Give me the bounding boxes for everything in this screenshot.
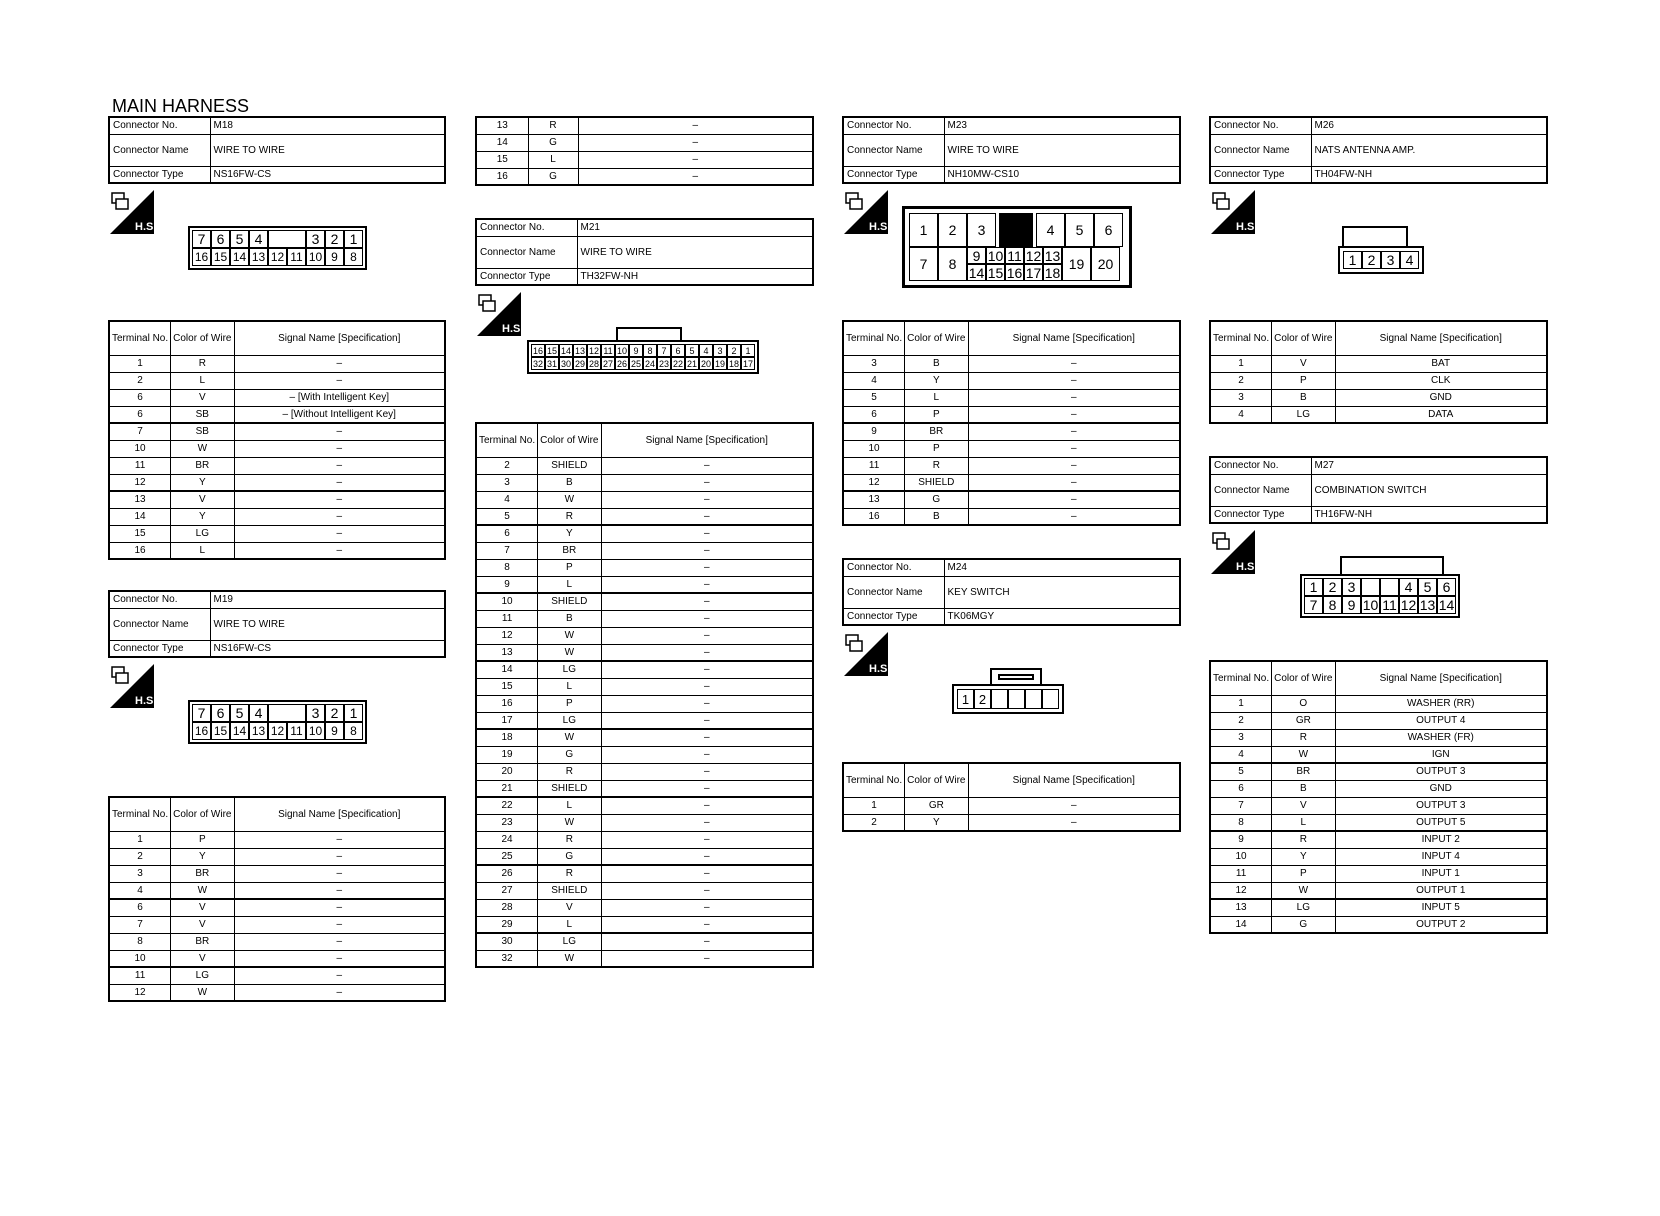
m27-latch bbox=[1340, 556, 1444, 576]
m27-info: Connector No. M27 Connector Name COMBINATION SWITCH Connector Type TH16FW-NH bbox=[1209, 456, 1548, 524]
pin: 10 bbox=[616, 346, 627, 356]
pin: 5 bbox=[1418, 578, 1437, 596]
table-row: 4 LG DATA bbox=[1210, 406, 1547, 423]
table-row: 14 G – bbox=[476, 134, 813, 151]
pin: 14 bbox=[560, 346, 571, 356]
pin: 16 bbox=[1006, 265, 1023, 281]
table-row: 5 L – bbox=[843, 389, 1180, 406]
pin: 11 bbox=[287, 248, 306, 266]
table-row: 10 SHIELD – bbox=[476, 593, 813, 610]
pin: 1 bbox=[741, 344, 755, 357]
table-row: 11 P INPUT 1 bbox=[1210, 865, 1547, 882]
table-row: 8 L OUTPUT 5 bbox=[1210, 814, 1547, 831]
pin bbox=[991, 689, 1008, 709]
pin: 4 bbox=[249, 230, 268, 248]
table-row: 21 SHIELD – bbox=[476, 780, 813, 797]
pin: 7 bbox=[192, 704, 211, 722]
pin: 11 bbox=[287, 722, 306, 740]
pin: 8 bbox=[1323, 596, 1342, 614]
pin: 15 bbox=[987, 265, 1004, 281]
pin: 1 bbox=[344, 704, 363, 722]
table-row: 9 BR – bbox=[843, 423, 1180, 440]
pin: 31 bbox=[546, 359, 557, 369]
pin: 14 bbox=[1438, 597, 1455, 613]
table-row: 2 GR OUTPUT 4 bbox=[1210, 712, 1547, 729]
m18-info: Connector No. M18 Connector Name WIRE TO WIRE Connector Type NS16FW-CS bbox=[108, 116, 446, 184]
m26-connector-diagram bbox=[1338, 246, 1424, 274]
pin: 5 bbox=[230, 704, 249, 722]
table-row: 25 G – bbox=[476, 848, 813, 865]
table-row: 13 V – bbox=[109, 491, 445, 508]
m24-terminal-table: Terminal No. Color of Wire Signal Name [Specification] 1 GR – 2 Y – bbox=[842, 762, 1181, 832]
pin: 27 bbox=[602, 359, 613, 369]
pin: 3 bbox=[1381, 251, 1400, 269]
pin bbox=[268, 230, 306, 248]
table-row: 18 W – bbox=[476, 729, 813, 746]
m21-terminal-table: Terminal No. Color of Wire Signal Name [Specification] 2 SHIELD – 3 B – 4 W – 5 R – 6 Y – 7 BR – 8 P – 9 L – 10 SHIELD – 11 B – 12 W – 13 W – 14 LG – 15 L – 16 P – 17 LG – 18 W – 19 G – 20 R – 21 SHIELD – 22 L – 23 W – 24 R – 25 G – 26 R – 27 SHIELD – 28 V – 29 L – 30 LG – 32 W – bbox=[475, 422, 814, 968]
table-row: 16 L – bbox=[109, 542, 445, 559]
m26-info: Connector No. M26 Connector Name NATS ANTENNA AMP. Connector Type TH04FW-NH bbox=[1209, 116, 1548, 184]
table-row: 1 P – bbox=[109, 831, 445, 848]
pin: 10 bbox=[306, 248, 325, 266]
table-row: 27 SHIELD – bbox=[476, 882, 813, 899]
pin: 14 bbox=[230, 248, 249, 266]
pin: 7 bbox=[192, 230, 211, 248]
table-row: 10 P – bbox=[843, 440, 1180, 457]
pin: 3 bbox=[306, 230, 325, 248]
pin: 10 bbox=[306, 722, 325, 740]
pin: 12 bbox=[268, 722, 287, 740]
table-row: 17 LG – bbox=[476, 712, 813, 729]
table-row: 10 Y INPUT 4 bbox=[1210, 848, 1547, 865]
m27-terminal-table: Terminal No. Color of Wire Signal Name [Specification] 1 O WASHER (RR) 2 GR OUTPUT 4 3 R WASHER (FR) 4 W IGN 5 BR OUTPUT 3 6 B GND 7 V OUTPUT 3 8 L OUTPUT 5 9 R INPUT 2 10 Y INPUT 4 11 P INPUT 1 12 W OUTPUT 1 13 LG INPUT 5 14 G OUTPUT 2 bbox=[1209, 660, 1548, 934]
hs-icon bbox=[110, 190, 157, 234]
table-row: 16 P – bbox=[476, 695, 813, 712]
pin: 4 bbox=[1399, 578, 1418, 596]
table-row: 5 R – bbox=[476, 508, 813, 525]
pin: 2 bbox=[727, 344, 741, 357]
hs-label: H.S. bbox=[502, 323, 524, 335]
table-row: 9 R INPUT 2 bbox=[1210, 831, 1547, 848]
pin: 2 bbox=[938, 213, 967, 247]
pin: 6 bbox=[211, 704, 230, 722]
table-row: 2 SHIELD – bbox=[476, 457, 813, 474]
pin: 18 bbox=[1044, 265, 1061, 281]
table-row: 15 L – bbox=[476, 151, 813, 168]
pin: 26 bbox=[616, 359, 627, 369]
table-row: 12 Y – bbox=[109, 474, 445, 491]
table-row: 19 G – bbox=[476, 746, 813, 763]
m18-continued-table bbox=[475, 116, 814, 186]
table-row: 13 LG INPUT 5 bbox=[1210, 899, 1547, 916]
table-row: 1 R – bbox=[109, 355, 445, 372]
pin: 3 bbox=[306, 704, 325, 722]
table-row: 3 B – bbox=[843, 355, 1180, 372]
pin: 3 bbox=[1342, 578, 1361, 596]
table-row: 2 P CLK bbox=[1210, 372, 1547, 389]
table-row: 4 W – bbox=[476, 491, 813, 508]
hs-label: H.S. bbox=[869, 221, 891, 233]
table-row: 11 B – bbox=[476, 610, 813, 627]
m18-terminal-table: Terminal No. Color of Wire Signal Name [Specification] 1 R – 2 L – 6 V – [With Intelligent Key] 6 SB – [Without Intelligent Key] 7 SB – 10 W – 11 BR – 12 Y – 13 V – 14 Y – 15 LG – 16 L – bbox=[108, 320, 446, 560]
pin: 16 bbox=[532, 346, 543, 356]
pin: 1 bbox=[1343, 251, 1362, 269]
pin: 29 bbox=[574, 359, 585, 369]
pin: 15 bbox=[211, 248, 230, 266]
pin: 18 bbox=[728, 359, 739, 369]
table-row: 14 G OUTPUT 2 bbox=[1210, 916, 1547, 933]
pin: 7 bbox=[657, 344, 671, 357]
table-row: 1 GR – bbox=[843, 797, 1180, 814]
m26-latch bbox=[1342, 226, 1408, 248]
m23-info: Connector No. M23 Connector Name WIRE TO WIRE Connector Type NH10MW-CS10 bbox=[842, 116, 1181, 184]
table-row: 8 BR – bbox=[109, 933, 445, 950]
table-row: 1 V BAT bbox=[1210, 355, 1547, 372]
pin bbox=[1042, 689, 1059, 709]
m26-terminal-table: Terminal No. Color of Wire Signal Name [Specification] 1 V BAT 2 P CLK 3 B GND 4 LG DATA bbox=[1209, 320, 1548, 424]
pin: 8 bbox=[938, 247, 967, 281]
pin bbox=[1380, 578, 1399, 596]
table-row: 7 V OUTPUT 3 bbox=[1210, 797, 1547, 814]
pin: 9 bbox=[1342, 596, 1361, 614]
pin: 22 bbox=[672, 359, 683, 369]
m23-terminal-table: Terminal No. Color of Wire Signal Name [Specification] 3 B – 4 Y – 5 L – 6 P – 9 BR – 10 P – 11 R – 12 SHIELD – 13 G – 16 B – bbox=[842, 320, 1181, 526]
table-row: 9 L – bbox=[476, 576, 813, 593]
m24-info: Connector No. M24 Connector Name KEY SWITCH Connector Type TK06MGY bbox=[842, 558, 1181, 626]
m21-connector-diagram bbox=[527, 340, 759, 374]
table-row: 24 R – bbox=[476, 831, 813, 848]
hs-icon bbox=[844, 190, 891, 234]
pin: 13 bbox=[1044, 248, 1061, 264]
pin: 9 bbox=[629, 344, 643, 357]
table-row: 22 L – bbox=[476, 797, 813, 814]
pin: 12 bbox=[268, 248, 287, 266]
pin: 20 bbox=[1091, 247, 1120, 281]
m27-connector-diagram bbox=[1300, 574, 1460, 618]
table-row: 23 W – bbox=[476, 814, 813, 831]
pin: 12 bbox=[1025, 248, 1042, 264]
pin: 9 bbox=[967, 247, 986, 264]
table-row: 7 SB – bbox=[109, 423, 445, 440]
pin: 6 bbox=[211, 230, 230, 248]
table-row: 10 V – bbox=[109, 950, 445, 967]
hs-icon bbox=[1211, 530, 1258, 574]
pin: 8 bbox=[643, 344, 657, 357]
table-row: 28 V – bbox=[476, 899, 813, 916]
table-row: 13 R – bbox=[476, 117, 813, 134]
m19-connector-diagram bbox=[188, 700, 367, 744]
pin: 19 bbox=[714, 359, 725, 369]
pin: 32 bbox=[532, 359, 543, 369]
pin: 8 bbox=[344, 248, 363, 266]
m18-connector-diagram bbox=[188, 226, 367, 270]
table-row: 3 B – bbox=[476, 474, 813, 491]
table-row: 6 P – bbox=[843, 406, 1180, 423]
pin: 15 bbox=[211, 722, 230, 740]
table-row: 13 W – bbox=[476, 644, 813, 661]
pin: 21 bbox=[686, 359, 697, 369]
pin: 10 bbox=[987, 248, 1004, 264]
table-row: 12 W – bbox=[476, 627, 813, 644]
table-row: 8 P – bbox=[476, 559, 813, 576]
pin: 1 bbox=[344, 230, 363, 248]
table-row: 7 BR – bbox=[476, 542, 813, 559]
hs-label: H.S. bbox=[1236, 221, 1258, 233]
pin: 2 bbox=[325, 704, 344, 722]
hs-icon bbox=[110, 664, 157, 708]
pin: 9 bbox=[325, 722, 344, 740]
table-row: 7 V – bbox=[109, 916, 445, 933]
hs-icon bbox=[1211, 190, 1258, 234]
pin: 1 bbox=[909, 213, 938, 247]
table-row: 2 Y – bbox=[109, 848, 445, 865]
table-row: 16 G – bbox=[476, 168, 813, 185]
pin: 10 bbox=[1362, 597, 1379, 613]
pin: 30 bbox=[560, 359, 571, 369]
pin: 3 bbox=[713, 344, 727, 357]
pin: 7 bbox=[1304, 596, 1323, 614]
table-row: 2 L – bbox=[109, 372, 445, 389]
table-row: 5 BR OUTPUT 3 bbox=[1210, 763, 1547, 780]
m23-connector-diagram bbox=[902, 206, 1132, 288]
hs-icon bbox=[477, 292, 524, 336]
pin: 2 bbox=[1362, 251, 1381, 269]
table-row: 6 Y – bbox=[476, 525, 813, 542]
hs-icon bbox=[844, 632, 891, 676]
m19-terminal-table: Terminal No. Color of Wire Signal Name [Specification] 1 P – 2 Y – 3 BR – 4 W – 6 V – 7 V – 8 BR – 10 V – 11 LG – 12 W – bbox=[108, 796, 446, 1002]
pin: 15 bbox=[546, 346, 557, 356]
pin: 4 bbox=[699, 344, 713, 357]
hs-label: H.S. bbox=[135, 221, 157, 233]
pin: 5 bbox=[1065, 213, 1094, 247]
pin: 16 bbox=[192, 248, 211, 266]
pin: 4 bbox=[249, 704, 268, 722]
page-title: MAIN HARNESS bbox=[112, 96, 250, 116]
pin: 5 bbox=[230, 230, 249, 248]
m19-info: Connector No. M19 Connector Name WIRE TO WIRE Connector Type NS16FW-CS bbox=[108, 590, 446, 658]
table-row: 3 BR – bbox=[109, 865, 445, 882]
table-row: 4 W IGN bbox=[1210, 746, 1547, 763]
pin: 12 bbox=[588, 346, 599, 356]
pin: 2 bbox=[1323, 578, 1342, 596]
table-row: 14 LG – bbox=[476, 661, 813, 678]
pin: 19 bbox=[1062, 247, 1091, 281]
table-row: 4 Y – bbox=[843, 372, 1180, 389]
table-row: 6 V – [With Intelligent Key] bbox=[109, 389, 445, 406]
pin: 14 bbox=[968, 265, 985, 281]
pin: 4 bbox=[1036, 213, 1065, 247]
pin: 17 bbox=[1025, 265, 1042, 281]
pin: 20 bbox=[700, 359, 711, 369]
table-row: 6 SB – [Without Intelligent Key] bbox=[109, 406, 445, 423]
table-row: 12 W – bbox=[109, 984, 445, 1001]
pin: 11 bbox=[1380, 596, 1399, 614]
table-row: 32 W – bbox=[476, 950, 813, 967]
m21-latch bbox=[616, 327, 682, 341]
pin: 11 bbox=[601, 344, 615, 357]
pin: 16 bbox=[192, 722, 211, 740]
pin: 7 bbox=[909, 247, 938, 281]
table-row: 15 L – bbox=[476, 678, 813, 695]
pin bbox=[268, 704, 306, 722]
table-row: 30 LG – bbox=[476, 933, 813, 950]
table-row: 11 LG – bbox=[109, 967, 445, 984]
pin bbox=[1008, 689, 1025, 709]
pin: 8 bbox=[344, 722, 363, 740]
pin: 24 bbox=[644, 359, 655, 369]
table-row: 12 SHIELD – bbox=[843, 474, 1180, 491]
pin: 13 bbox=[1419, 597, 1436, 613]
pin: 2 bbox=[974, 689, 991, 709]
pin: 1 bbox=[957, 689, 974, 709]
table-row: 6 V – bbox=[109, 899, 445, 916]
table-row: 11 BR – bbox=[109, 457, 445, 474]
hs-label: H.S. bbox=[135, 695, 157, 707]
pin: 14 bbox=[230, 722, 249, 740]
pin: 13 bbox=[249, 248, 268, 266]
table-row: 1 O WASHER (RR) bbox=[1210, 695, 1547, 712]
pin bbox=[1361, 578, 1380, 596]
pin: 28 bbox=[588, 359, 599, 369]
table-row: 14 Y – bbox=[109, 508, 445, 525]
pin: 9 bbox=[325, 248, 344, 266]
pin: 23 bbox=[658, 359, 669, 369]
pin: 12 bbox=[1400, 597, 1417, 613]
table-row: 13 G – bbox=[843, 491, 1180, 508]
pin: 13 bbox=[249, 722, 268, 740]
m21-info: Connector No. M21 Connector Name WIRE TO WIRE Connector Type TH32FW-NH bbox=[475, 218, 814, 286]
pin bbox=[999, 213, 1033, 247]
pin: 6 bbox=[1437, 578, 1456, 596]
pin: 6 bbox=[1094, 213, 1123, 247]
table-row: 26 R – bbox=[476, 865, 813, 882]
table-row: 15 LG – bbox=[109, 525, 445, 542]
pin bbox=[1025, 689, 1042, 709]
pin: 5 bbox=[685, 344, 699, 357]
table-row: 20 R – bbox=[476, 763, 813, 780]
pin: 3 bbox=[967, 213, 996, 247]
pin: 25 bbox=[630, 359, 641, 369]
table-row: 11 R – bbox=[843, 457, 1180, 474]
table-row: 16 B – bbox=[843, 508, 1180, 525]
table-row: 29 L – bbox=[476, 916, 813, 933]
pin: 2 bbox=[325, 230, 344, 248]
table-row: 4 W – bbox=[109, 882, 445, 899]
pin: 17 bbox=[742, 359, 753, 369]
table-row: 10 W – bbox=[109, 440, 445, 457]
pin: 1 bbox=[1304, 578, 1323, 596]
table-row: 12 W OUTPUT 1 bbox=[1210, 882, 1547, 899]
pin: 13 bbox=[574, 346, 585, 356]
pin: 6 bbox=[671, 344, 685, 357]
table-row: 3 R WASHER (FR) bbox=[1210, 729, 1547, 746]
table-row: 6 B GND bbox=[1210, 780, 1547, 797]
table-row: 2 Y – bbox=[843, 814, 1180, 831]
hs-label: H.S. bbox=[869, 663, 891, 675]
pin: 11 bbox=[1005, 247, 1024, 264]
m24-connector-diagram bbox=[952, 684, 1064, 714]
table-row: 3 B GND bbox=[1210, 389, 1547, 406]
hs-label: H.S. bbox=[1236, 561, 1258, 573]
pin: 4 bbox=[1400, 251, 1419, 269]
